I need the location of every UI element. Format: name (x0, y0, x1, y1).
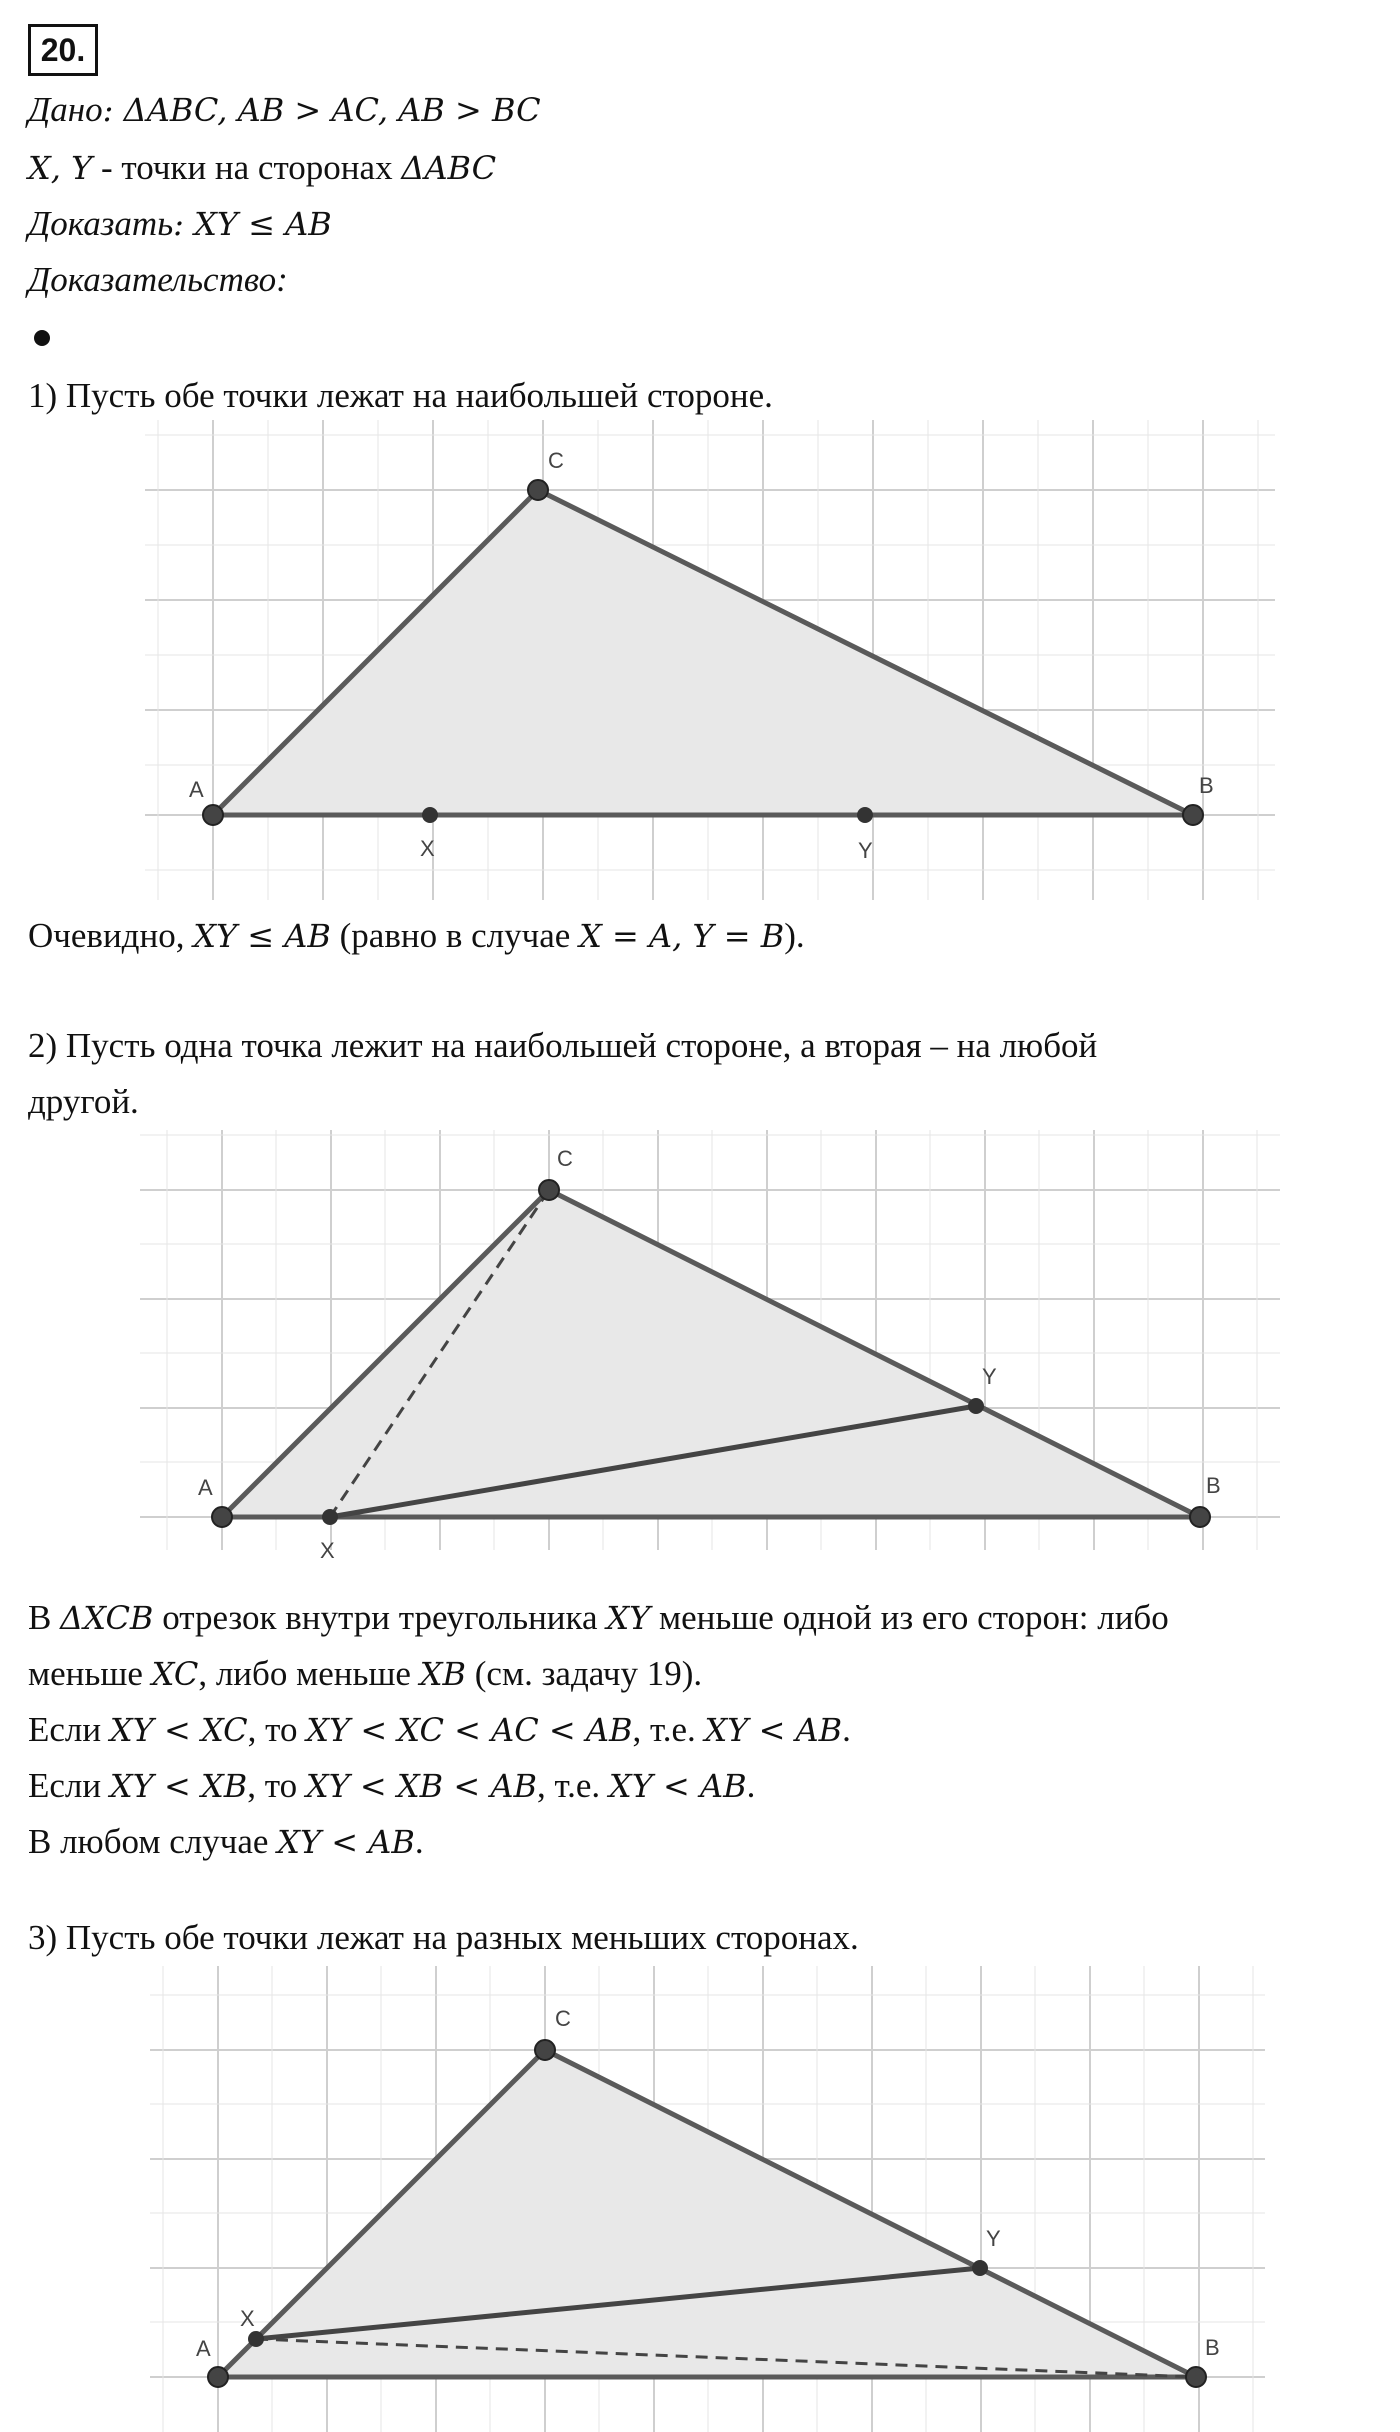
case2-p4 (28, 1764, 755, 1808)
case2-p5-m1: XY < AB (277, 1823, 415, 1861)
figure-1-label-b: B (1199, 773, 1214, 798)
case2-p4-b: , то (247, 1766, 306, 1805)
figure-3-point-b (1186, 2367, 1206, 2387)
case2-p4-m3: XY < AB (608, 1767, 747, 1805)
figure-3 (150, 1966, 1265, 2432)
figure-2-point-y (968, 1398, 984, 1414)
case2-p2-m2: XB (419, 1655, 466, 1693)
case2-p1-b: отрезок внутри треугольника (153, 1598, 607, 1637)
figure-1-label-y: Y (858, 838, 873, 863)
figure-1-point-x (422, 807, 438, 823)
figure-3-label-y: Y (986, 2226, 1001, 2251)
figure-1-point-b (1183, 805, 1203, 825)
case2-p4-m2: XY < XB < AB (305, 1767, 537, 1805)
figure-1-point-c (528, 480, 548, 500)
figure-3-point-y (972, 2260, 988, 2276)
proof-label: Доказательство: (28, 260, 288, 299)
case2-p2-a: меньше (28, 1654, 152, 1693)
case1-conclusion-m2: X = A, Y = B (579, 917, 785, 955)
figure-3-label-c: C (555, 2006, 571, 2031)
figure-1-label-x: X (420, 836, 435, 861)
problem-number: 20. (28, 24, 98, 76)
case1-conclusion (28, 914, 805, 958)
figure-2-point-a (212, 1507, 232, 1527)
case1-text: 1) Пусть обе точки лежат на наибольшей стороне. (28, 376, 773, 415)
figure-3-label-x: X (240, 2306, 255, 2331)
points-text: - точки на сторонах (92, 148, 402, 187)
figure-1-point-a (203, 805, 223, 825)
figure-1-label-a: A (189, 777, 204, 802)
points-line (28, 146, 496, 190)
given-label: Дано (28, 90, 103, 129)
figure-2-point-x (322, 1509, 338, 1525)
case1-conclusion-a: Очевидно, (28, 916, 194, 955)
figure-3-point-c (535, 2040, 555, 2060)
case2-p1-m1: ΔXCB (60, 1599, 154, 1637)
case1-conclusion-b: (равно в случае (330, 916, 580, 955)
figure-3-label-a: A (196, 2336, 211, 2361)
given-math: : ΔABC, AB > AC, AB > BC (102, 91, 541, 129)
figure-2-point-c (539, 1180, 559, 1200)
case2-p4-c: , т.е. (536, 1766, 609, 1805)
figure-2 (140, 1130, 1280, 1563)
figure-3-label-b: B (1205, 2335, 1220, 2360)
case2-p3-a: Если (28, 1710, 110, 1749)
case2-p3 (28, 1708, 851, 1752)
case2-p1 (28, 1596, 1169, 1640)
case2-p5 (28, 1820, 424, 1864)
case2-p3-c: , т.е. (632, 1710, 705, 1749)
figure-1-triangle (213, 490, 1193, 815)
case2-p1-a: В (28, 1598, 61, 1637)
prove-math: : XY ≤ AB (173, 205, 332, 243)
figure-1-label-c: C (548, 448, 564, 473)
case2-p3-m1: XY < XC (109, 1711, 248, 1749)
case2-p4-a: Если (28, 1766, 110, 1805)
case2-p2-c: (см. задачу 19). (466, 1654, 703, 1693)
points-math: X, Y (28, 149, 93, 187)
prove-line (28, 202, 332, 246)
case2-p3-m3: XY < AB (704, 1711, 843, 1749)
bullet-point (34, 330, 50, 346)
figure-2-label-c: C (557, 1146, 573, 1171)
case2-p2-b: , либо меньше (198, 1654, 420, 1693)
case2-p1-m2: XY (606, 1599, 651, 1637)
case2-p3-d: . (842, 1710, 851, 1749)
case2-p5-b: . (414, 1822, 424, 1861)
case2-p2-m1: XC (151, 1655, 199, 1693)
case2-p5-a: В любом случае (28, 1822, 278, 1861)
figure-2-label-y: Y (982, 1364, 997, 1389)
case2-p3-m2: XY < XC < AC < AB (306, 1711, 633, 1749)
case1-conclusion-m1: XY ≤ AB (193, 917, 331, 955)
case2-text-line2: другой. (28, 1082, 139, 1121)
figure-1 (145, 420, 1275, 900)
figure-2-label-x: X (320, 1538, 335, 1563)
figure-2-label-b: B (1206, 1473, 1221, 1498)
case2-p1-c: меньше одной из его сторон: либо (650, 1598, 1169, 1637)
prove-label: Доказать (28, 204, 174, 243)
case2-text-line1: 2) Пусть одна точка лежит на наибольшей стороне, а вторая – на любой (28, 1026, 1098, 1065)
case2-p3-b: , то (247, 1710, 307, 1749)
case2-p4-d: . (746, 1766, 756, 1805)
given-line (28, 88, 541, 132)
figure-1-point-y (857, 807, 873, 823)
case3-text: 3) Пусть обе точки лежат на разных меньших сторонах. (28, 1918, 859, 1957)
case2-p4-m1: XY < XB (109, 1767, 248, 1805)
figure-2-point-b (1190, 1507, 1210, 1527)
figure-3-point-a (208, 2367, 228, 2387)
case2-p2 (28, 1652, 702, 1696)
case1-conclusion-c: ). (784, 916, 805, 955)
figure-2-label-a: A (198, 1475, 213, 1500)
figure-3-point-x (248, 2331, 264, 2347)
points-triangle: ΔABC (401, 149, 497, 187)
